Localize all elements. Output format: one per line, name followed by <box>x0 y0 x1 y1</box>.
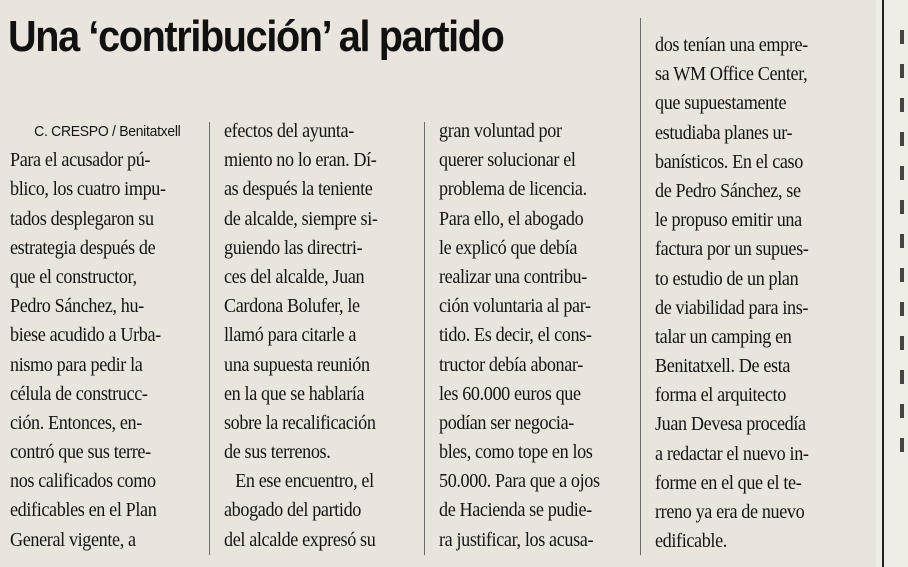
column-3-line: ra justificar, los acusa- <box>439 529 594 551</box>
column-2-line: de alcalde, siempre si- <box>224 208 378 230</box>
column-1-line: estrategia después de <box>10 237 156 259</box>
column-2-line: sobre la recalificación <box>224 412 376 434</box>
column-3-line: les 60.000 euros que <box>439 383 581 405</box>
column-4-line: de Pedro Sánchez, se <box>655 180 801 202</box>
column-1-line: célula de construcc- <box>10 383 148 405</box>
adjacent-text-fragments <box>900 30 906 472</box>
column-3-line: gran voluntad por <box>439 121 562 142</box>
column-4-line: estudiaba planes ur- <box>655 122 793 144</box>
column-3-line: realizar una contribu- <box>439 266 587 288</box>
column-3 <box>439 117 600 555</box>
column-4-line: de viabilidad para ins- <box>655 297 809 319</box>
page-border <box>882 0 884 567</box>
column-4-line: que supuestamente <box>655 93 787 115</box>
column-2-line: En ese encuentro, el <box>235 471 374 493</box>
column-3-line: tructor debía abonar- <box>439 354 583 376</box>
column-4-line: a redactar el nuevo in- <box>655 443 809 465</box>
column-4-line: forme en el que el te- <box>655 472 802 494</box>
column-4-line: le propuso emitir una <box>655 210 802 232</box>
column-1-line: que el constructor, <box>10 266 137 288</box>
column-1-line: General vigente, a <box>10 529 136 551</box>
column-2-line: efectos del ayunta- <box>224 121 354 142</box>
column-3-line: de Hacienda se pudie- <box>439 500 592 522</box>
column-3-line: 50.000. Para que a ojos <box>439 471 600 493</box>
column-3-line: Para ello, el abogado <box>439 208 584 230</box>
column-divider <box>424 122 425 555</box>
column-4-line: talar un camping en <box>655 326 792 348</box>
column-1 <box>10 117 180 555</box>
column-3-line: podían ser negocia- <box>439 412 574 434</box>
adjacent-page-edge <box>876 0 908 567</box>
column-4-line: forma el arquitecto <box>655 385 786 407</box>
column-4-line: Juan Devesa procedía <box>655 414 806 436</box>
column-1-line: Pedro Sánchez, hu- <box>10 296 144 318</box>
column-divider <box>209 122 210 555</box>
column-2-line: miento no lo eran. Dí- <box>224 150 377 172</box>
column-2-line: de sus terrenos. <box>224 442 331 464</box>
column-4-line: factura por un supues- <box>655 239 809 261</box>
column-1-line: tados desplegaron su <box>10 208 154 230</box>
headline: Una ‘contribución’ al partido <box>8 12 504 61</box>
column-1-line: biese acudido a Urba- <box>10 325 161 347</box>
column-1-line: contró que sus terre- <box>10 442 151 464</box>
column-2-line: as después la teniente <box>224 179 373 201</box>
column-2-line: en la que se hablaría <box>224 383 365 405</box>
column-3-line: bles, como tope en los <box>439 442 593 464</box>
column-1-line: blico, los cuatro impu- <box>10 179 166 201</box>
column-2-line: llamó para citarle a <box>224 325 357 347</box>
column-2-line: una supuesta reunión <box>224 354 370 376</box>
column-4-line: to estudio de un plan <box>655 268 799 290</box>
column-3-line: ción voluntaria al par- <box>439 296 591 318</box>
byline: C. CRESPO / Benitatxell <box>34 123 181 140</box>
column-1-line: nismo para pedir la <box>10 354 143 376</box>
column-1-line: ción. Entonces, en- <box>10 412 142 434</box>
column-2-line: Cardona Bolufer, le <box>224 296 360 318</box>
column-2-line: guiendo las directri- <box>224 237 363 259</box>
column-4-line: banísticos. En el caso <box>655 151 803 173</box>
column-2-line: ces del alcalde, Juan <box>224 266 365 288</box>
column-4-line: sa WM Office Center, <box>655 64 808 86</box>
column-1-line: edificables en el Plan <box>10 500 157 522</box>
column-4-line: Benitatxell. De esta <box>655 356 791 378</box>
column-3-line: le explicó que debía <box>439 237 578 259</box>
column-3-line: tido. Es decir, el cons- <box>439 325 592 347</box>
column-2 <box>224 117 378 555</box>
column-4-line: rreno ya era de nuevo <box>655 502 805 523</box>
column-1-line: Para el acusador pú- <box>10 150 151 172</box>
column-4-line: edificable. <box>655 531 727 553</box>
column-4-line: dos tenían una empre- <box>655 35 808 56</box>
column-2-line: del alcalde expresó su <box>224 529 376 551</box>
column-3-line: problema de licencia. <box>439 179 587 201</box>
column-divider <box>640 18 641 555</box>
column-1-line: nos calificados como <box>10 471 156 493</box>
column-3-line: querer solucionar el <box>439 150 576 172</box>
column-2-line: abogado del partido <box>224 500 361 522</box>
column-4 <box>655 31 809 556</box>
